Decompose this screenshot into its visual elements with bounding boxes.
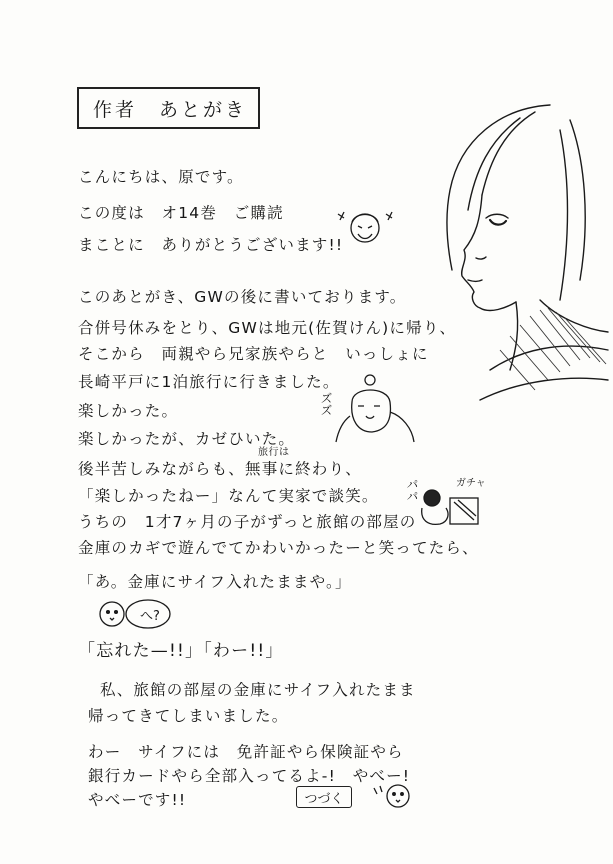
text-line: 楽しかったが、カゼひいた。 — [78, 430, 296, 448]
text-line: 私、旅館の部屋の金庫にサイフ入れたまま — [100, 681, 416, 699]
text-line: 帰ってきてしまいました。 — [88, 707, 289, 725]
text-line: この度は オ14巻 ご購読 — [78, 204, 284, 222]
text-line: 金庫のカギで遊んでてかわいかったーと笑ってたら、 — [78, 539, 479, 557]
continued-label: つづく — [296, 786, 352, 808]
smiling-face-doodle — [334, 200, 396, 252]
text-line: このあとがき、GWの後に書いております。 — [78, 288, 407, 306]
sfx-sniffle: ズズ — [319, 392, 333, 416]
sfx-gacha: ガチャ — [456, 478, 486, 489]
speech-bubble-text: へ? — [140, 609, 160, 624]
text-line: 後半苦しみながらも、無事に終わり、 — [78, 460, 362, 478]
text-line: やべーです!! — [88, 791, 187, 809]
sfx-papa: パパ — [405, 478, 419, 502]
afterword-title: 作者 あとがき — [77, 87, 260, 129]
text-line: わー サイフには 免許証やら保険証やら — [88, 743, 404, 761]
text-line: 「忘れた—!!」「わー!!」 — [78, 641, 284, 661]
woman-profile-illustration — [420, 100, 610, 430]
sick-man-doodle — [328, 372, 418, 444]
text-line: まことに ありがとうございます!! — [78, 236, 344, 254]
chick-doodle — [370, 778, 414, 812]
text-line: 「あ。金庫にサイフ入れたままや。」 — [78, 573, 352, 591]
inserted-note: 旅行は — [258, 447, 290, 458]
text-line: 「楽しかったねー」なんて実家で談笑。 — [78, 487, 379, 505]
text-line: 長崎平戸に1泊旅行に行きました。 — [78, 373, 340, 391]
text-line: 楽しかった。 — [78, 402, 179, 420]
text-line: 合併号休みをとり、GWは地元(佐賀けん)に帰り、 — [78, 319, 457, 337]
text-line: そこから 両親やら兄家族やらと いっしょに — [78, 345, 429, 363]
text-line: こんにちは、原です。 — [78, 168, 244, 186]
text-line: うちの 1才7ヶ月の子がずっと旅館の部屋の — [78, 513, 417, 531]
chick-pair-doodle — [96, 596, 176, 632]
text-line: 銀行カードやら全部入ってるよ-! やべー! — [88, 767, 411, 785]
